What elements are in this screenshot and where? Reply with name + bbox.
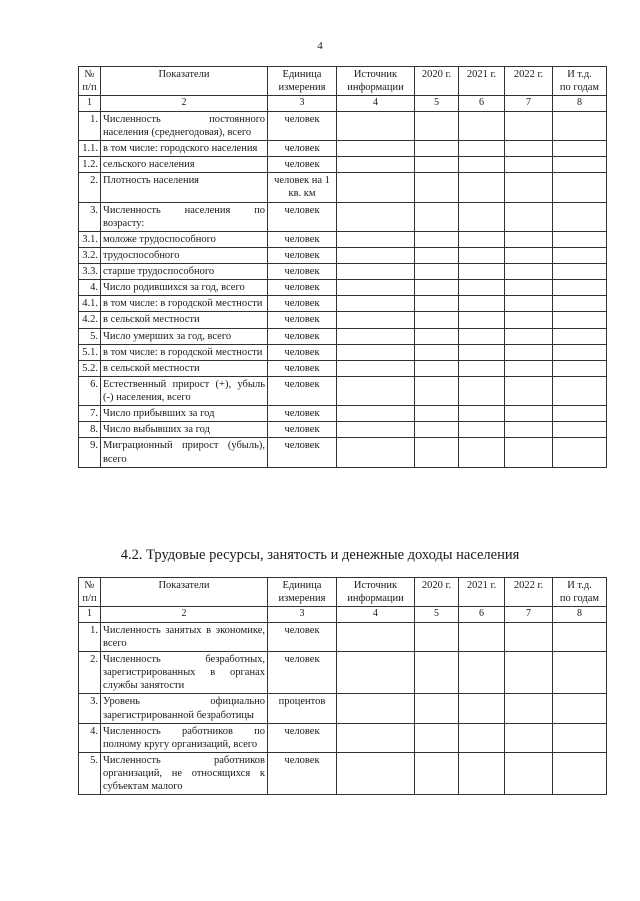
row-etc	[553, 438, 607, 467]
row-number: 3.	[79, 694, 101, 723]
page-number: 4	[317, 40, 323, 52]
row-number: 2.	[79, 652, 101, 694]
table-row	[79, 312, 607, 328]
row-2022	[505, 280, 553, 296]
row-indicator: Численность работников организаций, не относящихся к субъектам малого	[101, 752, 268, 794]
row-unit: человек	[268, 360, 337, 376]
row-2021	[459, 312, 505, 328]
row-2021	[459, 344, 505, 360]
row-number: 3.	[79, 202, 101, 231]
row-etc	[553, 376, 607, 405]
row-source	[337, 376, 415, 405]
row-indicator: Численность занятых в экономике, всего	[101, 622, 268, 651]
row-indicator: Плотность населения	[101, 173, 268, 202]
row-indicator: Естественный прирост (+), убыль (-) населения, всего	[101, 376, 268, 405]
row-etc	[553, 723, 607, 752]
row-2021	[459, 173, 505, 202]
row-unit: человек	[268, 376, 337, 405]
row-number: 4.	[79, 723, 101, 752]
row-2020	[415, 360, 459, 376]
row-etc	[553, 296, 607, 312]
header-unit: Единица измерения	[268, 67, 337, 96]
row-etc	[553, 173, 607, 202]
row-2020	[415, 328, 459, 344]
column-number-row: 1 2 3 4 5 6 7 8	[79, 607, 607, 623]
table-row	[79, 173, 607, 202]
row-unit: человек	[268, 344, 337, 360]
row-number: 1.2.	[79, 157, 101, 173]
row-2022	[505, 264, 553, 280]
row-etc	[553, 344, 607, 360]
row-unit: человек	[268, 141, 337, 157]
row-2022	[505, 202, 553, 231]
header-2020: 2020 г.	[415, 67, 459, 96]
row-source	[337, 723, 415, 752]
row-unit: человек	[268, 296, 337, 312]
row-source	[337, 752, 415, 794]
row-indicator: в том числе: в городской местности	[101, 344, 268, 360]
row-2021	[459, 111, 505, 140]
row-etc	[553, 328, 607, 344]
table-row	[79, 296, 607, 312]
row-unit: человек	[268, 752, 337, 794]
row-source	[337, 280, 415, 296]
row-unit: человек	[268, 622, 337, 651]
row-number: 5.	[79, 752, 101, 794]
row-number: 6.	[79, 376, 101, 405]
row-2022	[505, 173, 553, 202]
row-number: 5.1.	[79, 344, 101, 360]
header-unit: Единица измерения	[268, 578, 337, 607]
row-2020	[415, 422, 459, 438]
row-etc	[553, 652, 607, 694]
row-indicator: Численность населения по возрасту:	[101, 202, 268, 231]
row-2022	[505, 723, 553, 752]
table-row	[79, 328, 607, 344]
section-heading: 4.2. Трудовые ресурсы, занятость и денежные доходы населения	[120, 547, 520, 563]
row-etc	[553, 141, 607, 157]
row-2020	[415, 652, 459, 694]
table-header-row	[79, 578, 607, 607]
row-2021	[459, 622, 505, 651]
row-2022	[505, 406, 553, 422]
row-unit: человек	[268, 312, 337, 328]
row-2022	[505, 438, 553, 467]
row-etc	[553, 231, 607, 247]
row-2020	[415, 723, 459, 752]
table-row	[79, 622, 607, 651]
table-row	[79, 422, 607, 438]
row-number: 5.2.	[79, 360, 101, 376]
row-indicator: Число родившихся за год, всего	[101, 280, 268, 296]
row-unit: человек	[268, 111, 337, 140]
labor-resources-table	[78, 577, 607, 795]
row-etc	[553, 752, 607, 794]
header-num: № п/п	[79, 67, 101, 96]
row-source	[337, 438, 415, 467]
table-row	[79, 376, 607, 405]
table-row	[79, 202, 607, 231]
row-etc	[553, 157, 607, 173]
header-indicators: Показатели	[101, 67, 268, 96]
row-indicator: в сельской местности	[101, 312, 268, 328]
row-source	[337, 360, 415, 376]
row-number: 3.3.	[79, 264, 101, 280]
row-unit: человек	[268, 231, 337, 247]
row-unit: человек	[268, 652, 337, 694]
header-indicators: Показатели	[101, 578, 268, 607]
row-2022	[505, 247, 553, 263]
row-2020	[415, 231, 459, 247]
row-indicator: Число прибывших за год	[101, 406, 268, 422]
table-row	[79, 141, 607, 157]
table-row	[79, 111, 607, 140]
row-source	[337, 312, 415, 328]
demographics-table	[78, 66, 607, 468]
row-unit: человек на 1 кв. км	[268, 173, 337, 202]
row-2022	[505, 422, 553, 438]
row-2021	[459, 328, 505, 344]
row-etc	[553, 406, 607, 422]
row-indicator: Миграционный прирост (убыль), всего	[101, 438, 268, 467]
row-2021	[459, 752, 505, 794]
row-source	[337, 328, 415, 344]
row-2020	[415, 202, 459, 231]
row-2022	[505, 694, 553, 723]
row-source	[337, 141, 415, 157]
row-2020	[415, 752, 459, 794]
row-2022	[505, 141, 553, 157]
table-row	[79, 247, 607, 263]
header-2022: 2022 г.	[505, 67, 553, 96]
row-etc	[553, 280, 607, 296]
row-unit: человек	[268, 264, 337, 280]
row-2020	[415, 438, 459, 467]
row-2021	[459, 157, 505, 173]
row-2022	[505, 376, 553, 405]
row-number: 1.	[79, 111, 101, 140]
row-source	[337, 231, 415, 247]
row-indicator: в том числе: городского населения	[101, 141, 268, 157]
row-2020	[415, 376, 459, 405]
row-unit: человек	[268, 328, 337, 344]
row-source	[337, 247, 415, 263]
row-2021	[459, 231, 505, 247]
row-2020	[415, 312, 459, 328]
row-2021	[459, 202, 505, 231]
row-2021	[459, 438, 505, 467]
row-source	[337, 296, 415, 312]
row-number: 7.	[79, 406, 101, 422]
row-etc	[553, 247, 607, 263]
row-2021	[459, 264, 505, 280]
row-2022	[505, 111, 553, 140]
labor-resources-table-body	[79, 622, 607, 795]
row-2021	[459, 296, 505, 312]
row-2020	[415, 247, 459, 263]
row-indicator: в сельской местности	[101, 360, 268, 376]
row-source	[337, 264, 415, 280]
row-number: 2.	[79, 173, 101, 202]
row-2020	[415, 111, 459, 140]
table-row	[79, 723, 607, 752]
row-etc	[553, 312, 607, 328]
row-indicator: Численность постоянного населения (среднегодовая), всего	[101, 111, 268, 140]
row-etc	[553, 202, 607, 231]
row-2022	[505, 312, 553, 328]
row-unit: человек	[268, 723, 337, 752]
row-2021	[459, 652, 505, 694]
row-2022	[505, 344, 553, 360]
row-indicator: трудоспособного	[101, 247, 268, 263]
row-2021	[459, 694, 505, 723]
row-number: 1.1.	[79, 141, 101, 157]
row-indicator: Число выбывших за год	[101, 422, 268, 438]
row-indicator: сельского населения	[101, 157, 268, 173]
table-row	[79, 406, 607, 422]
row-2021	[459, 406, 505, 422]
row-indicator: Численность работников по полному кругу организаций, всего	[101, 723, 268, 752]
row-unit: человек	[268, 202, 337, 231]
row-source	[337, 173, 415, 202]
row-2020	[415, 141, 459, 157]
row-2021	[459, 360, 505, 376]
row-2022	[505, 752, 553, 794]
row-2022	[505, 296, 553, 312]
row-2021	[459, 141, 505, 157]
header-num: № п/п	[79, 578, 101, 607]
header-2020: 2020 г.	[415, 578, 459, 607]
row-source	[337, 694, 415, 723]
row-2022	[505, 157, 553, 173]
table-row	[79, 280, 607, 296]
row-2021	[459, 376, 505, 405]
table-row	[79, 360, 607, 376]
row-number: 4.	[79, 280, 101, 296]
row-2022	[505, 328, 553, 344]
row-2022	[505, 622, 553, 651]
row-etc	[553, 422, 607, 438]
row-2021	[459, 723, 505, 752]
row-unit: человек	[268, 422, 337, 438]
row-source	[337, 202, 415, 231]
row-2021	[459, 280, 505, 296]
row-number: 5.	[79, 328, 101, 344]
header-2021: 2021 г.	[459, 67, 505, 96]
row-number: 8.	[79, 422, 101, 438]
row-2020	[415, 406, 459, 422]
row-2020	[415, 264, 459, 280]
row-unit: человек	[268, 406, 337, 422]
row-2020	[415, 694, 459, 723]
row-number: 3.1.	[79, 231, 101, 247]
column-number-row: 1 2 3 4 5 6 7 8	[79, 96, 607, 112]
row-2020	[415, 296, 459, 312]
table-row	[79, 694, 607, 723]
row-indicator: Уровень официально зарегистрированной безработицы	[101, 694, 268, 723]
header-2022: 2022 г.	[505, 578, 553, 607]
row-source	[337, 406, 415, 422]
table-row	[79, 231, 607, 247]
row-unit: человек	[268, 157, 337, 173]
row-indicator: Число умерших за год, всего	[101, 328, 268, 344]
row-indicator: старше трудоспособного	[101, 264, 268, 280]
row-2022	[505, 360, 553, 376]
demographics-table-body	[79, 111, 607, 467]
row-2020	[415, 344, 459, 360]
row-source	[337, 422, 415, 438]
row-indicator: моложе трудоспособного	[101, 231, 268, 247]
row-etc	[553, 264, 607, 280]
row-source	[337, 157, 415, 173]
row-number: 3.2.	[79, 247, 101, 263]
row-source	[337, 652, 415, 694]
row-indicator: в том числе: в городской местности	[101, 296, 268, 312]
row-number: 4.2.	[79, 312, 101, 328]
row-2022	[505, 652, 553, 694]
table-row	[79, 652, 607, 694]
row-number: 4.1.	[79, 296, 101, 312]
row-number: 1.	[79, 622, 101, 651]
row-2020	[415, 280, 459, 296]
table-row	[79, 438, 607, 467]
row-2020	[415, 173, 459, 202]
table-row	[79, 752, 607, 794]
header-source: Источник информации	[337, 67, 415, 96]
row-2020	[415, 622, 459, 651]
row-unit: человек	[268, 438, 337, 467]
row-source	[337, 111, 415, 140]
row-2020	[415, 157, 459, 173]
row-etc	[553, 694, 607, 723]
table-row	[79, 344, 607, 360]
row-number: 9.	[79, 438, 101, 467]
row-etc	[553, 111, 607, 140]
table-header-row	[79, 67, 607, 96]
table-row	[79, 264, 607, 280]
row-unit: процентов	[268, 694, 337, 723]
row-source	[337, 622, 415, 651]
header-source: Источник информации	[337, 578, 415, 607]
row-unit: человек	[268, 247, 337, 263]
header-etc: И т.д. по годам	[553, 67, 607, 96]
header-etc: И т.д. по годам	[553, 578, 607, 607]
row-etc	[553, 360, 607, 376]
row-2021	[459, 422, 505, 438]
row-2022	[505, 231, 553, 247]
header-2021: 2021 г.	[459, 578, 505, 607]
row-unit: человек	[268, 280, 337, 296]
row-indicator: Численность безработных, зарегистрированных в органах службы занятости	[101, 652, 268, 694]
row-2021	[459, 247, 505, 263]
row-etc	[553, 622, 607, 651]
row-source	[337, 344, 415, 360]
table-row	[79, 157, 607, 173]
